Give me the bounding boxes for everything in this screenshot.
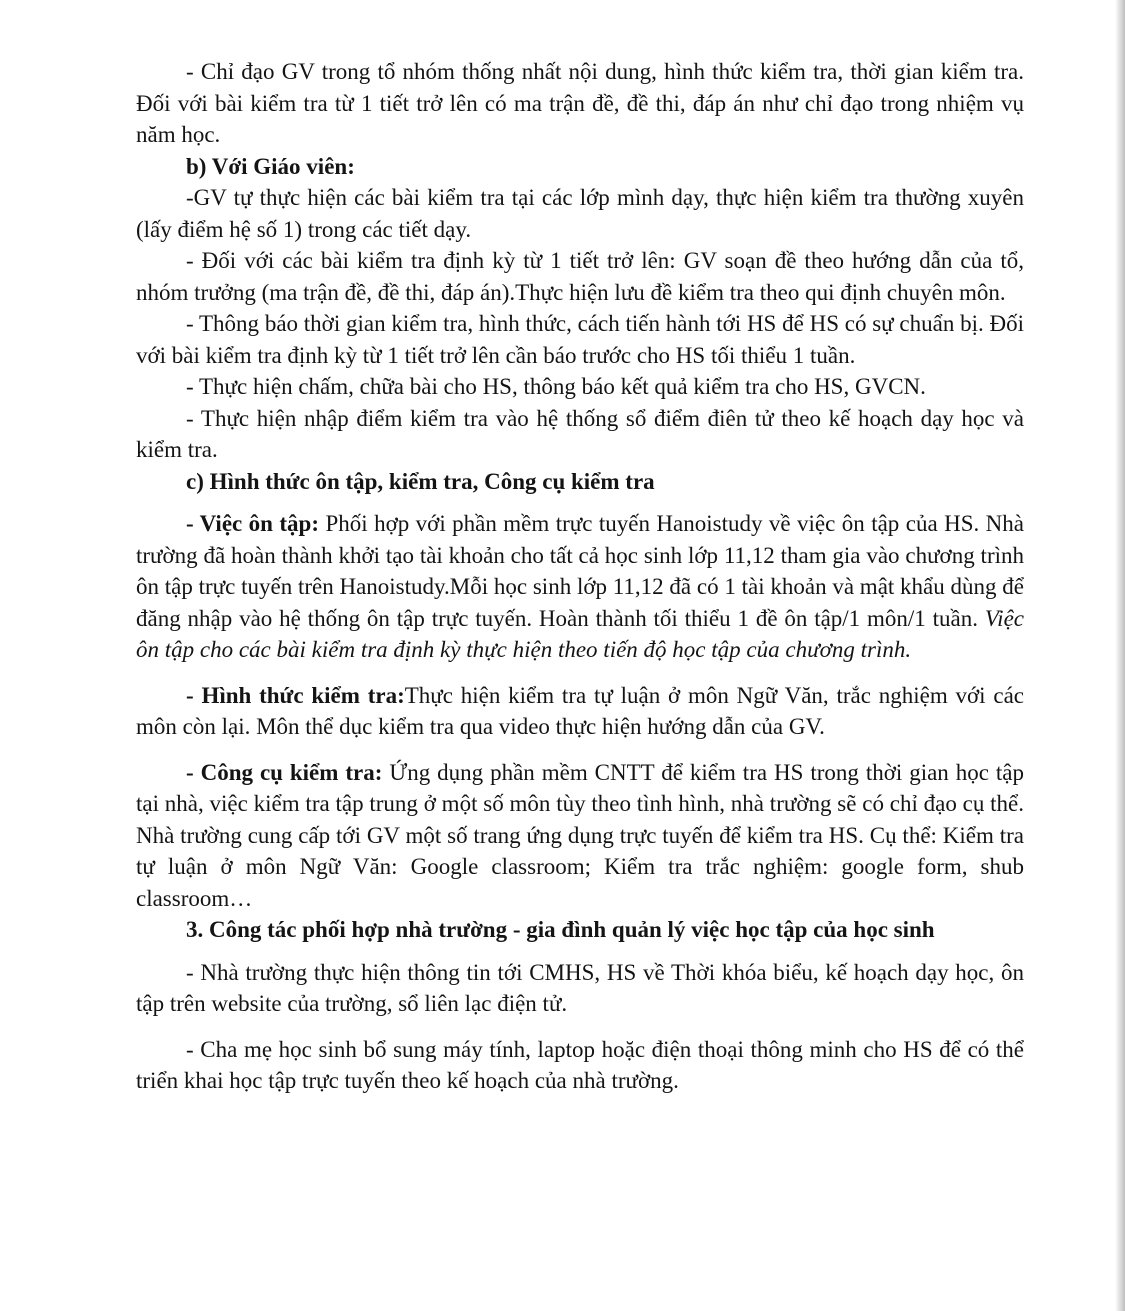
paragraph-directive: - Chỉ đạo GV trong tổ nhóm thống nhất nội dung, hình thức kiểm tra, thời gian kiểm tra. Đối với bài kiểm tra từ 1 tiết trở lên có ma trận đề, đề thi, đáp án như chỉ đạo trong nhiệm vụ năm học. <box>136 59 1024 147</box>
paragraph-score-entry: - Thực hiện nhập điểm kiểm tra vào hệ thống sổ điểm điên tử theo kế hoạch dạy học và kiểm tra. <box>136 405 1024 462</box>
paragraph-regular-tests: -GV tự thực hiện các bài kiểm tra tại các lớp mình dạy, thực hiện kiểm tra thường xuyên (lấy điểm hệ số 1) trong các tiết dạy. <box>136 185 1024 242</box>
heading-teachers: b) Với Giáo viên: <box>186 153 355 179</box>
paragraph-review <box>136 508 1024 666</box>
test-form-text: Thực hiện kiểm tra tự luận ở môn Ngữ Văn, trắc nghiệm với các môn còn lại. Môn thể dục kiểm tra qua video thực hiện hướng dẫn của GV. <box>136 682 1024 739</box>
paragraph-parents-devices: - Cha mẹ học sinh bổ sung máy tính, laptop hoặc điện thoại thông minh cho HS để có thể triển khai học tập trực tuyến theo kế hoạch của nhà trường. <box>136 1036 1024 1093</box>
paragraph-periodic-tests: - Đối với các bài kiểm tra định kỳ từ 1 tiết trở lên: GV soạn đề theo hướng dẫn của tổ, nhóm trưởng (ma trận đề, đề thi, đáp án).Thực hiện lưu đề kiểm tra theo qui định chuyên môn. <box>136 248 1024 305</box>
review-lead: - Việc ôn tập: <box>186 511 320 536</box>
document-page <box>136 56 1024 1097</box>
test-tools-lead: - Công cụ kiểm tra: <box>186 759 383 785</box>
heading-school-family: 3. Công tác phối hợp nhà trường - gia đình quản lý việc học tập của học sinh <box>186 917 935 942</box>
heading-review-forms: c) Hình thức ôn tập, kiểm tra, Công cụ kiểm tra <box>186 468 655 494</box>
page-edge-shadow <box>1115 0 1125 1311</box>
paragraph-grading: - Thực hiện chấm, chữa bài cho HS, thông báo kết quả kiểm tra cho HS, GVCN. <box>186 374 926 399</box>
review-text: Phối hợp với phần mềm trực tuyến Hanoistudy về việc ôn tập của HS. Nhà trường đã hoàn thành khởi tạo tài khoản cho tất cả học sinh lớp 11,12 tham gia vào chương trình ôn tập trực tuyến trên Hanoistudy.Mỗi học sinh lớp 11,12 đã có 1 tài khoản và mật khẩu dùng để đăng nhập vào hệ thống ôn tập trực tuyến. Hoàn thành tối thiểu 1 đề ôn tập/1 môn/1 tuần. <box>136 511 1024 631</box>
paragraph-test-form <box>136 680 1024 743</box>
test-tools-text: Ứng dụng phần mềm CNTT để kiểm tra HS trong thời gian học tập tại nhà, việc kiểm tra tập trung ở một số môn tùy theo tình hình, nhà trường sẽ có chỉ đạo cụ thể. Nhà trường cung cấp tới GV một số trang ứng dụng trực tuyến để kiểm tra HS. Cụ thể: Kiểm tra tự luận ở môn Ngữ Văn: Google classroom; Kiểm tra trắc nghiệm: google form, shub classroom… <box>136 759 1024 911</box>
paragraph-test-notice: - Thông báo thời gian kiểm tra, hình thức, cách tiến hành tới HS để HS có sự chuẩn bị. Đối với bài kiểm tra định kỳ từ 1 tiết trở lên cần báo trước cho HS tối thiểu 1 tuần. <box>136 311 1024 368</box>
paragraph-school-info: - Nhà trường thực hiện thông tin tới CMHS, HS về Thời khóa biểu, kế hoạch dạy học, ôn tập trên website của trường, sổ liên lạc điện tử. <box>136 959 1024 1016</box>
paragraph-test-tools <box>136 757 1024 915</box>
test-form-lead: - Hình thức kiểm tra: <box>186 682 405 708</box>
review-italic: Việc ôn tập cho các bài kiểm tra định kỳ thực hiện theo tiến độ học tập của chương trình. <box>136 605 1024 662</box>
